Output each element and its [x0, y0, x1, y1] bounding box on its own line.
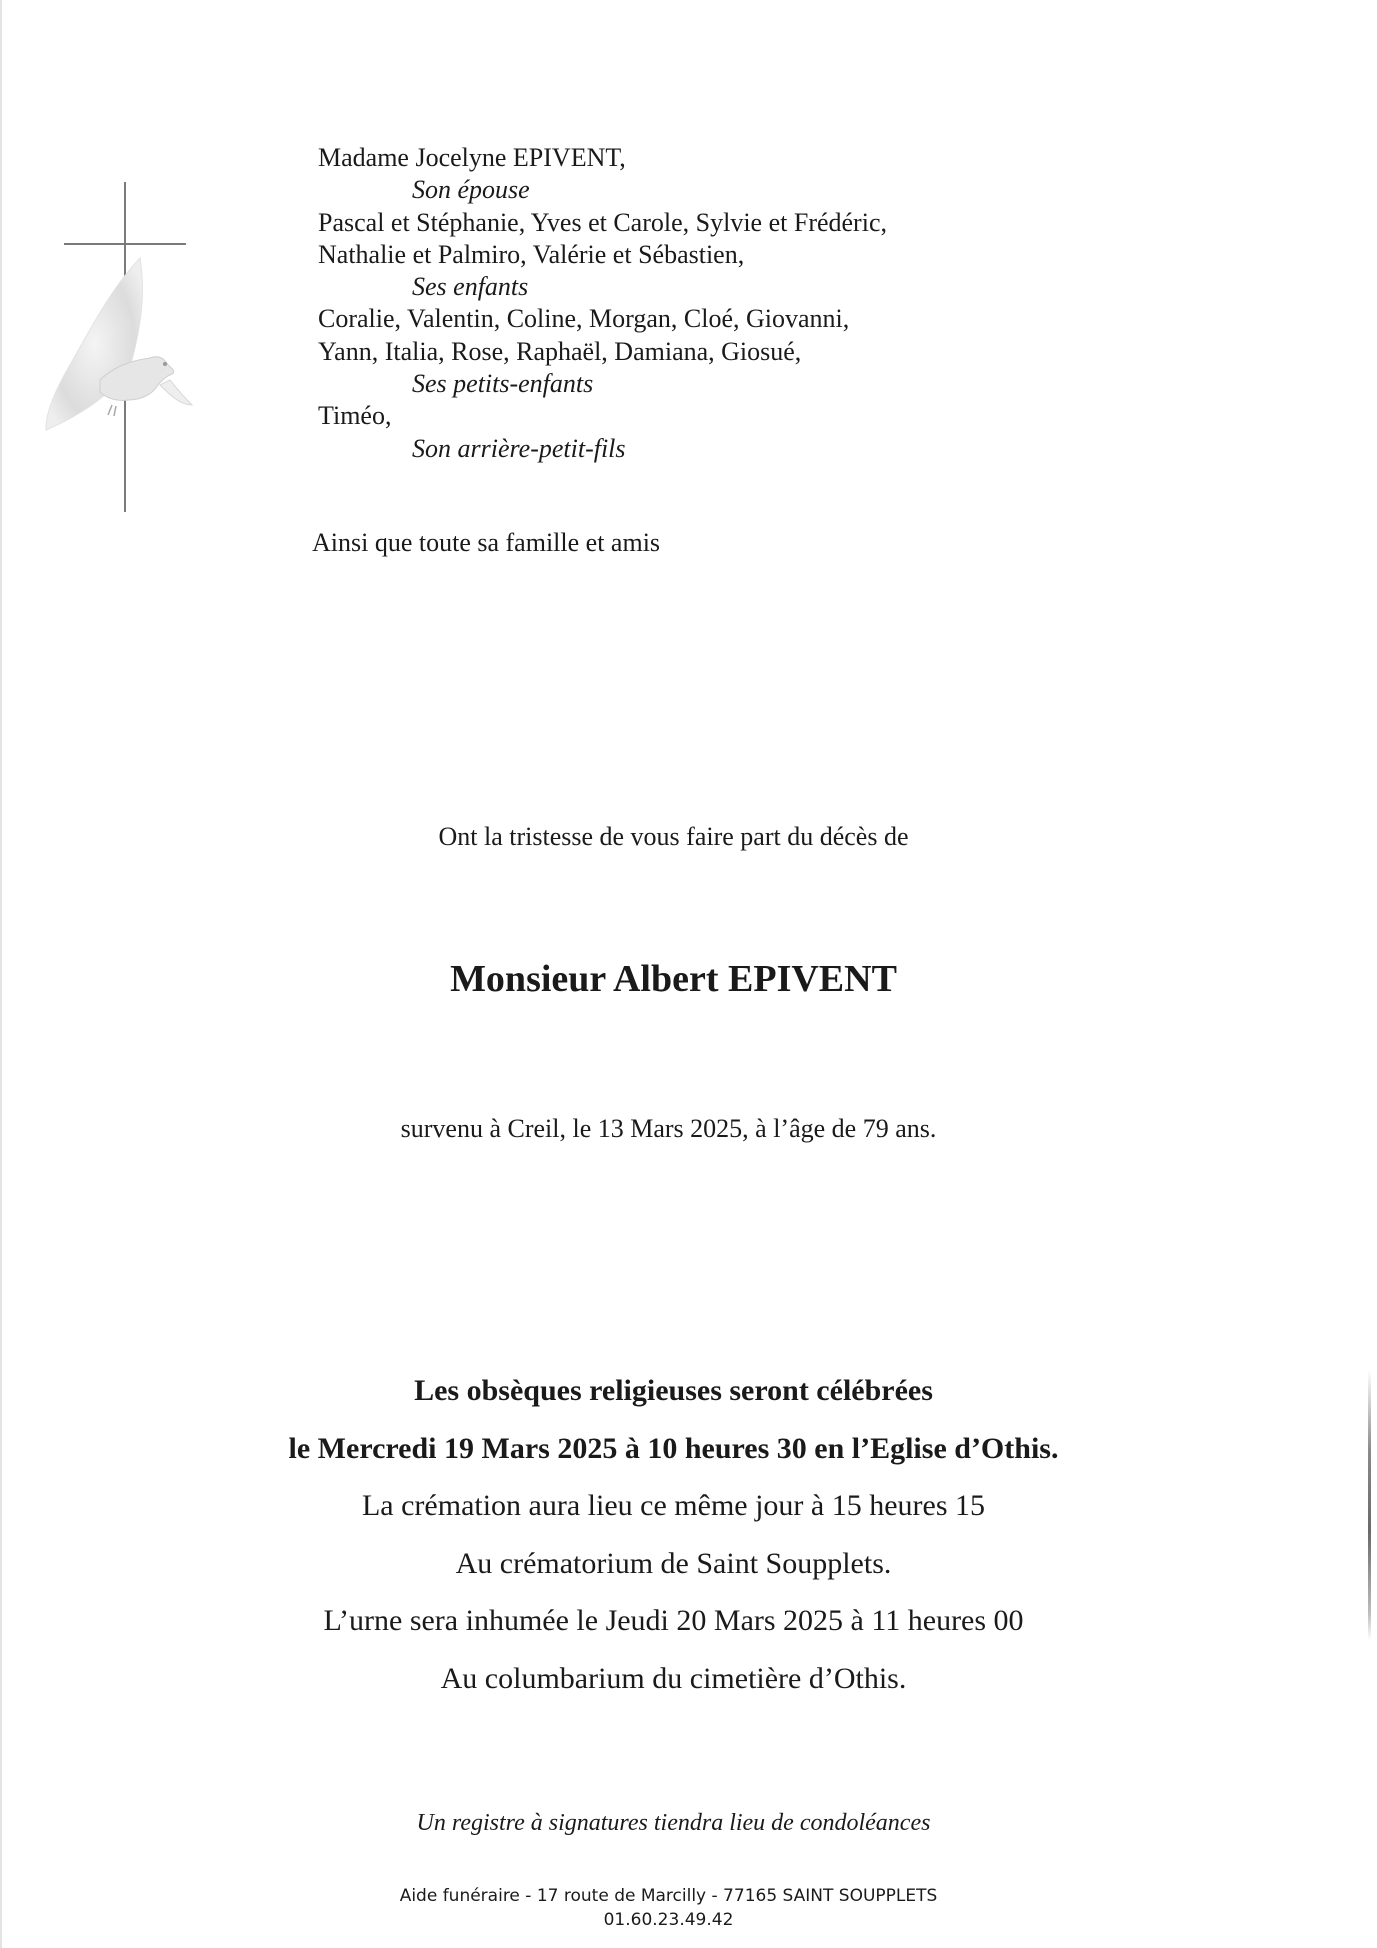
- ceremony-details: [0, 1362, 1377, 1707]
- ceremony-line-text: Les obsèques religieuses seront célébrées: [414, 1374, 933, 1407]
- footer-address-row: [0, 1884, 1377, 1908]
- footer-address: Aide funéraire - 17 route de Marcilly - 77165 SAINT SOUPPLETS: [399, 1886, 938, 1906]
- death-info-row: [0, 1114, 1377, 1144]
- family-role: Son arrière-petit-fils: [412, 433, 626, 463]
- footer-phone: 01.60.23.49.42: [603, 1910, 734, 1930]
- family-role: Ses petits-enfants: [412, 369, 594, 399]
- ceremony-line: [0, 1535, 1377, 1593]
- ceremony-line: [0, 1420, 1377, 1478]
- ceremony-line: [0, 1592, 1377, 1650]
- family-closing: Ainsi que toute sa famille et amis: [312, 528, 661, 557]
- register-note: Un registre à signatures tiendra lieu de condoléances: [416, 1810, 931, 1836]
- announcement-intro: Ont la tristesse de vous faire part du décès de: [438, 822, 909, 851]
- family-role: Son épouse: [412, 175, 530, 205]
- ceremony-line-text: le Mercredi 19 Mars 2025 à 10 heures 30 en l’Eglise d’Othis.: [288, 1431, 1059, 1465]
- footer-phone-row: [0, 1908, 1377, 1932]
- register-note-row: [0, 1810, 1377, 1837]
- ceremony-line: [0, 1477, 1377, 1535]
- funeral-home-footer: [0, 1884, 1377, 1932]
- family-line: Coralie, Valentin, Coline, Morgan, Cloé, Giovanni,: [318, 304, 850, 334]
- cross-with-dove-icon: [40, 180, 200, 520]
- ceremony-line-text: Au columbarium du cimetière d’Othis.: [440, 1661, 907, 1695]
- family-line: Timéo,: [318, 401, 392, 431]
- family-line: Madame Jocelyne EPIVENT,: [318, 143, 626, 172]
- family-line: Pascal et Stéphanie, Yves et Carole, Sylvie et Frédéric,: [318, 207, 887, 237]
- family-role: Ses enfants: [412, 272, 529, 302]
- announcement-intro-row: [0, 822, 1377, 852]
- ceremony-line-text: Au crématorium de Saint Soupplets.: [455, 1546, 892, 1580]
- family-line: Nathalie et Palmiro, Valérie et Sébastien,: [318, 239, 745, 269]
- deceased-name-row: [0, 957, 1377, 1001]
- family-line: Yann, Italia, Rose, Raphaël, Damiana, Giosué,: [318, 336, 802, 366]
- ceremony-line-text: L’urne sera inhumée le Jeudi 20 Mars 2025 à 11 heures 00: [323, 1604, 1024, 1637]
- death-info: survenu à Creil, le 13 Mars 2025, à l’âge de 79 ans.: [400, 1114, 937, 1143]
- deceased-name: Monsieur Albert EPIVENT: [450, 958, 897, 1000]
- family-list: [318, 142, 887, 465]
- ceremony-line: [0, 1650, 1377, 1708]
- ceremony-line: [0, 1362, 1377, 1420]
- ceremony-line-text: La crémation aura lieu ce même jour à 15 heures 15: [361, 1489, 986, 1522]
